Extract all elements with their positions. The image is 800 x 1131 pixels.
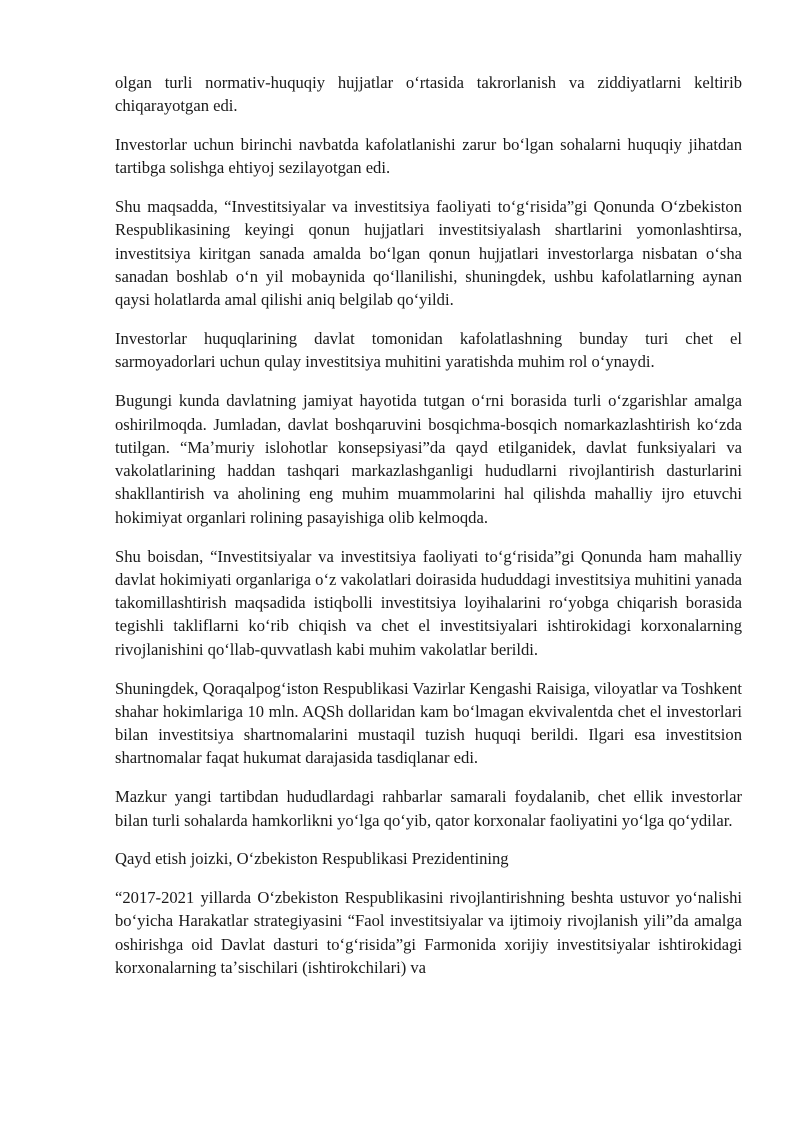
paragraph: Shu boisdan, “Investitsiyalar va investitsiya faoliyati toʻgʻrisida”gi Qonunda ham mahalliy davlat hokimiyati organlariga oʻz vakolatlari doirasida hududdagi investitsiya muhitini yanada takomillashtirish maqsadida istiqbolli investitsiya loyihalarini roʻyobga chiqarish borasida tegishli takliflarni koʻrib chiqish va chet el investitsiyalari ishtirokidagi korxonalarning rivojlanishini qoʻllab-quvvatlash kabi muhim vakolatlar berildi. (115, 546, 742, 659)
paragraph: Qayd etish joizki, Oʻzbekiston Respublikasi Prezidentining (115, 849, 509, 869)
paragraph: Bugungi kunda davlatning jamiyat hayotida tutgan oʻrni borasida turli oʻzgarishlar amalga oshirilmoqda. Jumladan, davlat boshqaruvini bosqichma-bosqich nomarkazlashtirish koʻzda tutilgan. “Maʼmuriy islohotlar konsepsiyasi”da qayd etilganidek, davlat funksiyalari va vakolatlarining haddan tashqari markazlashganligi hududlarni rivojlantirish dasturlarini shakllantirish va aholining eng muhim muammolarini hal qilishda mahalliy ijro etuvchi hokimiyat organlari rolining pasayishiga olib kelmoqda. (115, 391, 742, 527)
paragraph: Shu maqsadda, “Investitsiyalar va investitsiya faoliyati toʻgʻrisida”gi Qonunda Oʻzbekiston Respublikasining keyingi qonun hujjatlari investitsiyalash shartlarini yomonlashtirsa, investitsiya kiritgan sanada amalda boʻlgan qonun hujjatlari investorlarga nisbatan oʻsha sanadan boshlab oʻn yil mobaynida qoʻllanilishi, shuningdek, ushbu kafolatlarning aynan qaysi holatlarda amal qilishi aniq belgilab qoʻyildi. (115, 197, 742, 310)
paragraph: Investorlar uchun birinchi navbatda kafolatlanishi zarur boʻlgan sohalarni huquqiy jihatdan tartibga solishga ehtiyoj sezilayotgan edi. (115, 135, 742, 178)
paragraph: Investorlar huquqlarining davlat tomonidan kafolatlashning bunday turi chet el sarmoyadorlari uchun qulay investitsiya muhitini yaratishda muhim rol oʻynaydi. (115, 329, 742, 372)
paragraph: olgan turli normativ-huquqiy hujjatlar oʻrtasida takrorlanish va ziddiyatlarni keltirib chiqarayotgan edi. (115, 73, 742, 116)
paragraph: “2017-2021 yillarda Oʻzbekiston Respublikasini rivojlantirishning beshta ustuvor yoʻnalishi boʻyicha Harakatlar strategiyasini “Faol investitsiyalar va ijtimoiy rivojlanish yili”da amalga oshirishga oid Davlat dasturi toʻgʻrisida”gi Farmonida xorijiy investitsiyalar ishtirokidagi korxonalarning taʼsischilari (ishtirokchilari) va (115, 888, 742, 977)
paragraph: Mazkur yangi tartibdan hududlardagi rahbarlar samarali foydalanib, chet ellik investorlar bilan turli sohalarda hamkorlikni yoʻlga qoʻyib, qator korxonalar faoliyatini yoʻlga qoʻydilar. (115, 787, 742, 830)
document-page (115, 71, 742, 995)
paragraph: Shuningdek, Qoraqalpogʻiston Respublikasi Vazirlar Kengashi Raisiga, viloyatlar va Toshkent shahar hokimlariga 10 mln. AQSh dollaridan kam boʻlmagan ekvivalentda chet el investorlari bilan investitsiya shartnomalarini mustaqil tuzish huquqi berildi. Ilgari esa investitsion shartnomalar faqat hukumat darajasida tasdiqlanar edi. (115, 678, 742, 768)
